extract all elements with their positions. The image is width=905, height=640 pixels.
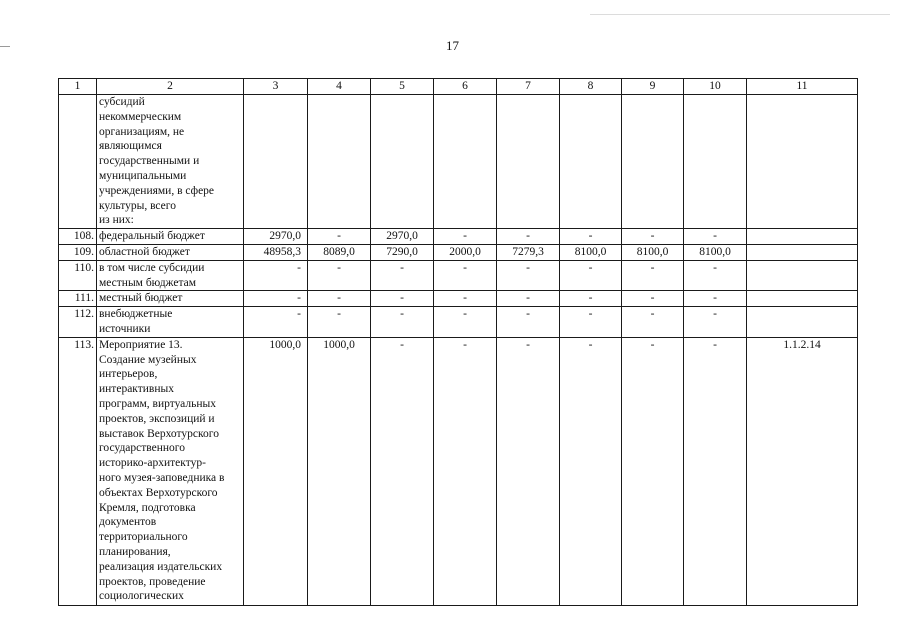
value-col-10: [684, 95, 747, 229]
row-number: 109.: [59, 244, 97, 260]
value-col-3: 48958,3: [244, 244, 308, 260]
value-col-4: 1000,0: [308, 337, 371, 605]
row-name: внебюджетные источники: [97, 307, 244, 338]
column-header-9: 9: [622, 79, 684, 95]
target-indicator: [747, 260, 858, 291]
row-name: в том числе субсидии местным бюджетам: [97, 260, 244, 291]
column-header-5: 5: [371, 79, 434, 95]
value-col-8: 8100,0: [560, 244, 622, 260]
value-col-3: -: [244, 260, 308, 291]
column-header-8: 8: [560, 79, 622, 95]
row-name: местный бюджет: [97, 291, 244, 307]
column-header-10: 10: [684, 79, 747, 95]
target-indicator: 1.1.2.14: [747, 337, 858, 605]
value-col-8: -: [560, 260, 622, 291]
value-col-3: -: [244, 291, 308, 307]
value-col-9: -: [622, 291, 684, 307]
value-col-8: -: [560, 229, 622, 245]
value-col-6: [434, 95, 497, 229]
table-row: [59, 307, 858, 338]
value-col-7: [497, 95, 560, 229]
column-header-7: 7: [497, 79, 560, 95]
scan-mark-right: [590, 14, 890, 15]
value-col-9: 8100,0: [622, 244, 684, 260]
table-row: [59, 337, 858, 605]
column-header-11: 11: [747, 79, 858, 95]
value-col-7: 7279,3: [497, 244, 560, 260]
target-indicator: [747, 229, 858, 245]
value-col-5: -: [371, 260, 434, 291]
table-row: [59, 244, 858, 260]
value-col-4: -: [308, 260, 371, 291]
page-number: 17: [446, 38, 459, 53]
value-col-5: -: [371, 291, 434, 307]
value-col-6: -: [434, 337, 497, 605]
table-row: [59, 95, 858, 229]
row-name: федеральный бюджет: [97, 229, 244, 245]
target-indicator: [747, 95, 858, 229]
row-number: [59, 95, 97, 229]
value-col-5: -: [371, 307, 434, 338]
value-col-6: -: [434, 229, 497, 245]
value-col-8: -: [560, 337, 622, 605]
value-col-5: [371, 95, 434, 229]
value-col-9: -: [622, 229, 684, 245]
value-col-10: -: [684, 260, 747, 291]
value-col-4: -: [308, 291, 371, 307]
value-col-6: -: [434, 307, 497, 338]
table-row: [59, 229, 858, 245]
value-col-4: [308, 95, 371, 229]
value-col-10: -: [684, 337, 747, 605]
value-col-6: -: [434, 260, 497, 291]
value-col-8: [560, 95, 622, 229]
value-col-7: -: [497, 260, 560, 291]
scan-mark-left: [0, 46, 10, 47]
value-col-4: 8089,0: [308, 244, 371, 260]
value-col-10: -: [684, 307, 747, 338]
value-col-5: -: [371, 337, 434, 605]
row-name: областной бюджет: [97, 244, 244, 260]
value-col-3: -: [244, 307, 308, 338]
budget-table: [58, 78, 858, 606]
value-col-4: -: [308, 307, 371, 338]
table-row: [59, 291, 858, 307]
column-header-6: 6: [434, 79, 497, 95]
value-col-3: [244, 95, 308, 229]
value-col-10: -: [684, 229, 747, 245]
target-indicator: [747, 291, 858, 307]
row-name: Мероприятие 13. Создание музейных интерьеров, интерактивных программ, виртуальных проектов, экспозиций и выставок Верхотурского государственного историко-архитектур- ного музея-заповедника в объектах Верхотурского Кремля, подготовка документов территориального планирования, реализация издательских проектов, проведение социологических: [97, 337, 244, 605]
row-name: субсидий некоммерческим организациям, не являющимся государственными и муниципальными учреждениями, в сфере культуры, всего из них:: [97, 95, 244, 229]
row-number: 111.: [59, 291, 97, 307]
value-col-10: 8100,0: [684, 244, 747, 260]
value-col-9: -: [622, 260, 684, 291]
value-col-5: 2970,0: [371, 229, 434, 245]
row-number: 112.: [59, 307, 97, 338]
target-indicator: [747, 307, 858, 338]
column-header-4: 4: [308, 79, 371, 95]
value-col-7: -: [497, 307, 560, 338]
value-col-9: -: [622, 307, 684, 338]
value-col-8: -: [560, 291, 622, 307]
value-col-6: 2000,0: [434, 244, 497, 260]
value-col-5: 7290,0: [371, 244, 434, 260]
value-col-3: 2970,0: [244, 229, 308, 245]
value-col-7: -: [497, 229, 560, 245]
row-number: 110.: [59, 260, 97, 291]
row-number: 113.: [59, 337, 97, 605]
row-number: 108.: [59, 229, 97, 245]
table-header-row: [59, 79, 858, 95]
value-col-6: -: [434, 291, 497, 307]
value-col-7: -: [497, 291, 560, 307]
value-col-3: 1000,0: [244, 337, 308, 605]
value-col-10: -: [684, 291, 747, 307]
value-col-4: -: [308, 229, 371, 245]
column-header-3: 3: [244, 79, 308, 95]
value-col-8: -: [560, 307, 622, 338]
column-header-1: 1: [59, 79, 97, 95]
value-col-9: -: [622, 337, 684, 605]
table-row: [59, 260, 858, 291]
target-indicator: [747, 244, 858, 260]
value-col-9: [622, 95, 684, 229]
value-col-7: -: [497, 337, 560, 605]
column-header-2: 2: [97, 79, 244, 95]
